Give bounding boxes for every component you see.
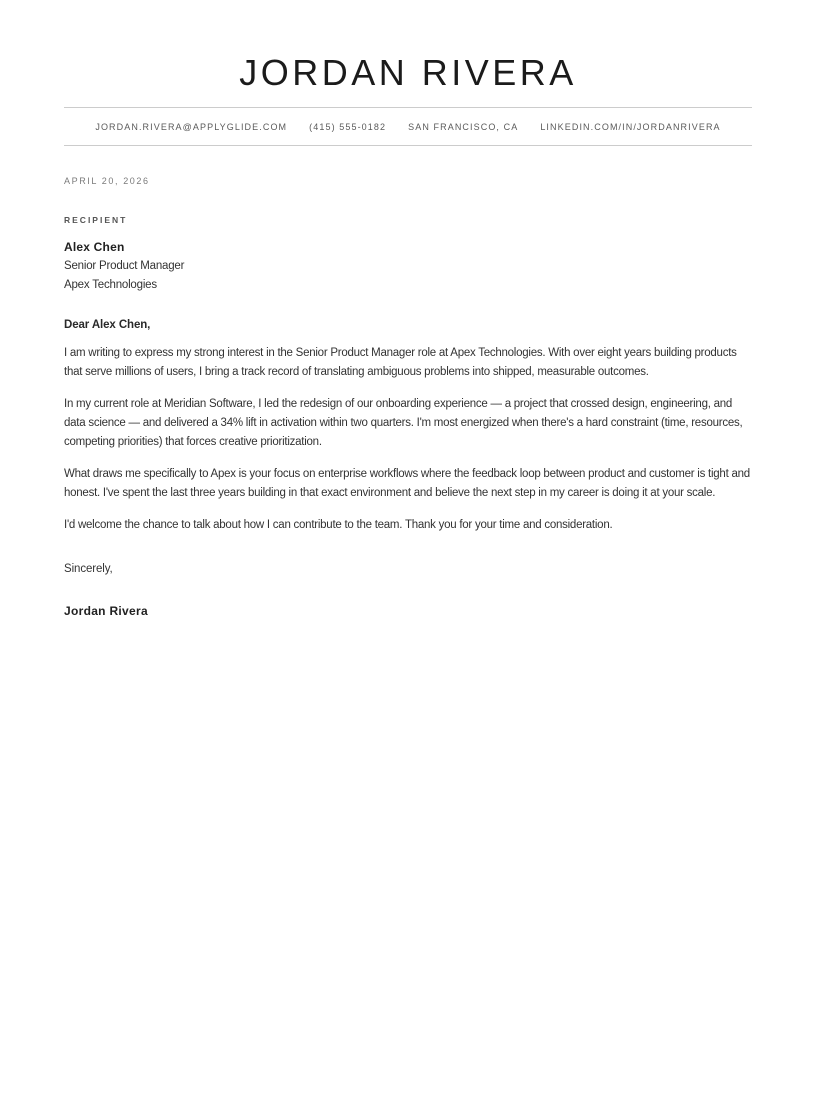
contact-location: SAN FRANCISCO, CA <box>408 122 519 132</box>
recipient-company: Apex Technologies <box>64 279 157 291</box>
recipient-name: Alex Chen <box>64 240 125 254</box>
contact-bar <box>64 108 752 145</box>
contact-phone: (415) 555-0182 <box>309 122 387 132</box>
salutation: Dear Alex Chen, <box>64 319 151 331</box>
body-paragraph: What draws me specifically to Apex is your focus on enterprise workflows where the feedback loop between product and customer is tight and honest. I've spent the last three years building in that exact environment and believe the next step in my career is doing it at your scale. <box>64 468 750 499</box>
letter-date: APRIL 20, 2026 <box>64 176 150 186</box>
contact-linkedin: LINKEDIN.COM/IN/JORDANRIVERA <box>540 122 721 132</box>
contact-email: JORDAN.RIVERA@APPLYGLIDE.COM <box>95 122 288 132</box>
page-title: JORDAN RIVERA <box>239 52 577 93</box>
signature-name: Jordan Rivera <box>64 604 148 618</box>
body-paragraph: In my current role at Meridian Software, I led the redesign of our onboarding experience — a project that crossed design, engineering, and data science — and delivered a 34% lift in activation within two quarters. I'm most energized when there's a hard constraint (time, resources, competing priorities) that forces creative prioritization. <box>64 398 743 448</box>
body-paragraph: I'd welcome the chance to talk about how I can contribute to the team. Thank you for your time and consideration. <box>64 519 613 531</box>
recipient-label: RECIPIENT <box>64 215 128 225</box>
body-paragraph: I am writing to express my strong interest in the Senior Product Manager role at Apex Technologies. With over eight years building products that serve millions of users, I bring a track record of translating ambiguous problems into shipped, measurable outcomes. <box>64 347 737 378</box>
header-divider-bottom <box>64 145 752 146</box>
recipient-title: Senior Product Manager <box>64 260 185 272</box>
closing-line: Sincerely, <box>64 563 113 575</box>
